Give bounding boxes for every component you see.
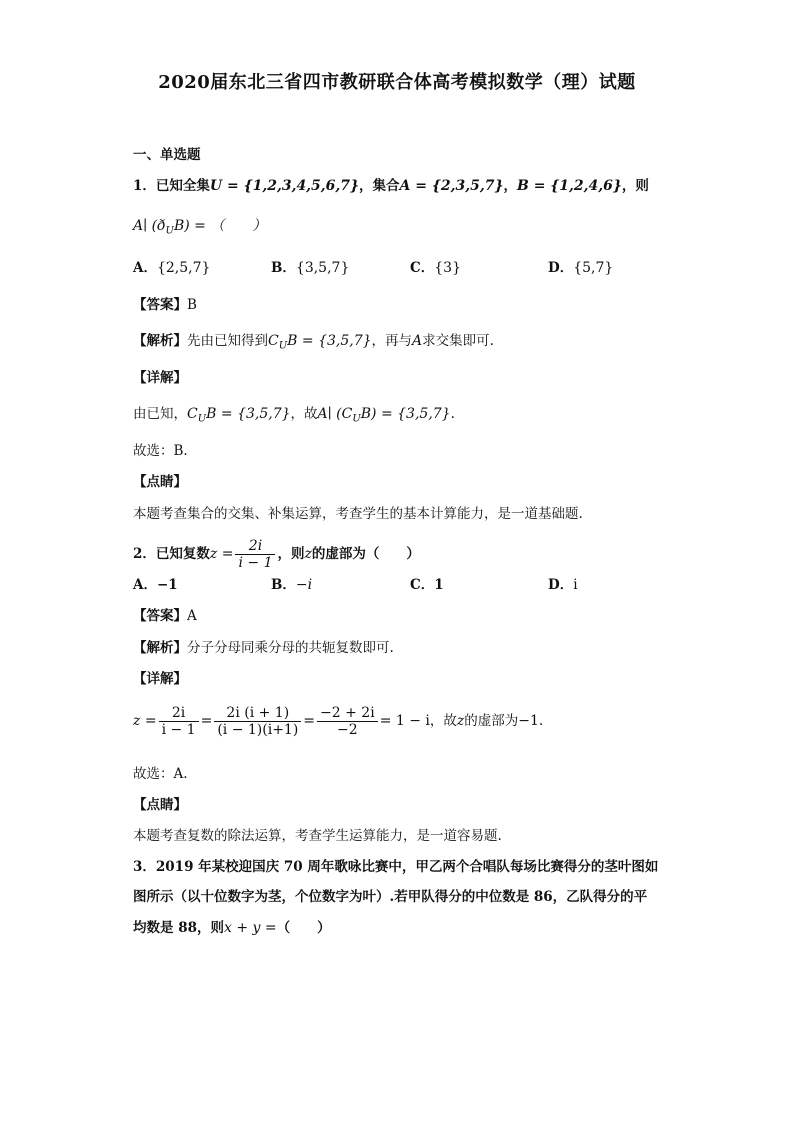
q2-z: z [304,546,312,562]
frac-num: 2i [171,705,186,721]
q1-answer [133,295,197,315]
option-value: i [573,577,578,593]
detail-end: . [450,406,455,422]
detail-z: z [456,713,465,729]
option-value: {5,7} [573,260,614,276]
frac-den: i − 1 [159,721,199,738]
q1-set-a: A = {2,3,5,7} [399,178,504,194]
q2-option-b [271,575,312,595]
option-label: A． [133,260,157,276]
q1-stem-text: 1．已知全集 [133,178,210,194]
frac-num: −2 + 2i [320,705,375,721]
analysis-tag: 【解析】 [133,640,187,656]
detail-tag: 【详解】 [133,370,187,386]
option-value: 1 [434,577,444,593]
q1-expression [133,216,266,242]
analysis-text: ，再与 [371,333,413,349]
q2-stem-text: 的虚部为（ ） [311,546,420,562]
q3-text: （ ） [276,920,331,936]
q3-line-2: 图所示（以十位数字为茎，个位数字为叶）.若甲队得分的中位数是 86，乙队得分的平 [133,889,648,905]
q3-line-3 [133,918,331,938]
option-value: −1 [156,577,178,593]
frac-den: (i − 1)(i+1) [214,721,301,738]
detail-math-tail: B = {3,5,7} [206,406,291,422]
q2-comment-tag [133,795,187,815]
detail-math: A∣ (C [317,406,353,422]
analysis-text: 先由已知得到 [187,333,268,349]
q1-option-a [133,258,210,278]
detail-text: 的虚部为 [464,713,519,729]
q2-analysis [133,638,394,658]
q1-set-b: B = {1,2,4,6} [516,178,622,194]
detail-math-tail: B) = {3,5,7} [360,406,451,422]
q2-stem [133,538,420,571]
frac-den: i − 1 [235,554,275,571]
answer-value: A [187,608,197,624]
detail-text: ，故 [290,406,318,422]
q1-expr-sub: U [165,225,174,237]
analysis-text: 分子分母同乘分母的共轭复数即可. [187,640,394,656]
option-label: C． [410,260,435,276]
q1-comment: 本题考查集合的交集、补集运算，考查学生的基本计算能力，是一道基础题. [133,506,583,522]
section-heading: 一、单选题 [133,147,201,163]
option-label: D． [548,577,574,593]
q1-expr-tail: B) = （ ） [173,218,267,234]
analysis-text: 求交集即可. [422,333,494,349]
detail-end: . [538,713,544,729]
detail-eq: = [200,713,213,729]
q1-stem-text: ，集合 [359,178,400,194]
option-value: {3,5,7} [295,260,350,276]
option-value: {3} [434,260,461,276]
analysis-math-tail: B = {3,5,7} [287,333,372,349]
detail-math-sub: U [197,413,207,425]
q2-stem-text: ，则 [277,546,305,562]
q2-option-a [133,575,178,595]
analysis-var: A [412,333,423,349]
q1-comment-tag [133,472,187,492]
page-title: 2020届东北三省四市教研联合体高考模拟数学（理）试题 [158,72,636,93]
answer-tag: 【答案】 [133,608,187,624]
frac-num: 2i (i + 1) [226,705,290,721]
q2-option-d [548,575,578,595]
option-value: {2,5,7} [156,260,211,276]
q1-expr: A∣ (ð [133,218,166,234]
analysis-tag: 【解析】 [133,333,187,349]
q1-set-u: U = {1,2,3,4,5,6,7} [209,178,360,194]
detail-text: ，故 [429,713,457,729]
q2-z-eq: z = [209,546,234,562]
option-value: −i [295,577,313,593]
frac-den: −2 [317,721,378,738]
q1-detail [133,404,455,430]
q1-detail-tag [133,368,187,388]
detail-value: −1 [518,713,539,729]
q2-detail [133,704,543,738]
q3-line-1: 3．2019 年某校迎国庆 70 周年歌咏比赛中，甲乙两个合唱队每场比赛得分的茎叶图如 [133,859,659,875]
detail-math: C [187,406,198,422]
q1-option-b [271,258,349,278]
q1-sep: ， [503,178,517,194]
option-label: B． [271,577,296,593]
analysis-math: C [268,333,279,349]
q1-choose: 故选：B. [133,443,188,459]
option-label: D． [548,260,574,276]
answer-tag: 【答案】 [133,297,187,313]
option-label: C． [410,577,435,593]
q1-analysis [133,331,494,357]
q1-option-d [548,258,613,278]
comment-tag: 【点睛】 [133,797,187,813]
q2-detail-tag [133,669,187,689]
detail-z: z = [133,713,157,729]
detail-frac-2 [214,705,301,738]
option-label: A． [133,577,157,593]
q2-comment: 本题考查复数的除法运算，考查学生运算能力，是一道容易题. [133,828,502,844]
q2-choose: 故选：A. [133,766,188,782]
frac-num: 2i [248,538,263,554]
q1-stem [133,176,649,196]
detail-frac-1 [159,705,199,738]
detail-math-sub: U [352,413,361,425]
detail-tag: 【详解】 [133,671,187,687]
q2-fraction [235,538,275,571]
detail-text: 由已知， [133,406,187,422]
q2-answer [133,606,197,626]
q2-option-c [410,575,444,595]
answer-value: B [187,297,197,313]
q2-stem-text: 2．已知复数 [133,546,210,562]
detail-eq: = [303,713,316,729]
option-label: B． [271,260,296,276]
detail-tail: = 1 − i [379,713,430,729]
detail-frac-3 [317,705,378,738]
q1-stem-text: ，则 [621,178,649,194]
analysis-math-sub: U [278,340,288,352]
comment-tag: 【点睛】 [133,474,187,490]
q3-math: x + y = [224,920,277,936]
q3-text: 均数是 88，则 [133,920,224,936]
q1-option-c [410,258,461,278]
